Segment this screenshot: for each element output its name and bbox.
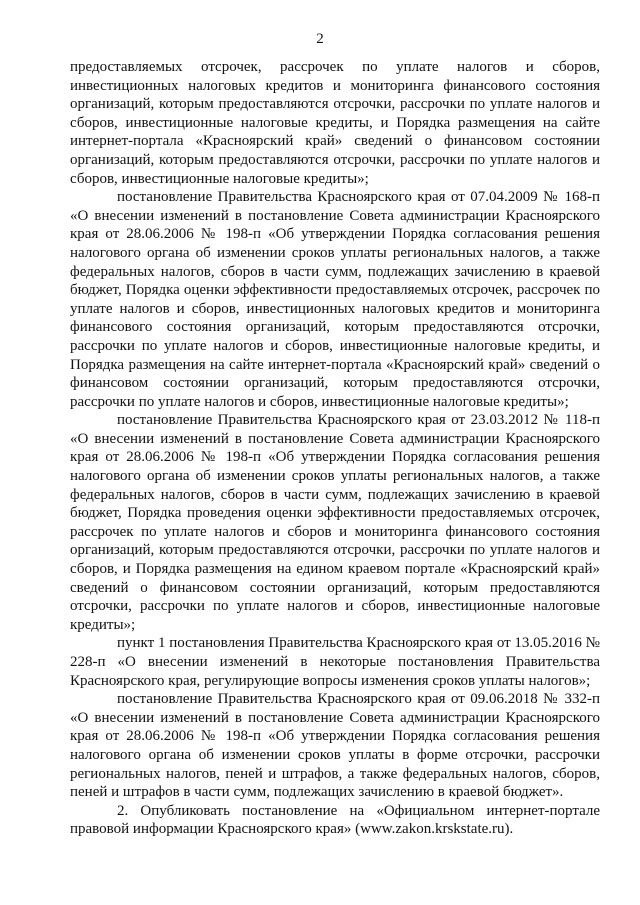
paragraph-continuation: предоставляемых отсрочек, рассрочек по уплате налогов и сборов, инвестиционных налоговых кредитов и мониторинга финансового состояния организаций, которым предоставляются отсрочки, рассрочки по уплате налогов и сборов, инвестиционные налоговые кредиты, и Порядка размещения на сайте интернет-портала «Красноярский край» сведений о финансовом состоянии организаций, которым предоставляются отсрочки, рассрочки по уплате налогов и сборов, инвестиционные налоговые кредиты»; xyxy=(70,59,600,187)
document-body xyxy=(70,58,600,839)
paragraph-publication: 2. Опубликовать постановление на «Официальном интернет-портале правовой информации Красноярского края» (www.zakon.krskstate.ru). xyxy=(70,802,600,838)
paragraph-resolution-228: пункт 1 постановления Правительства Красноярского края от 13.05.2016 № 228-п «О внесении изменений в некоторые постановления Правительства Красноярского края, регулирующие вопросы изменения сроков уплаты налогов»; xyxy=(70,635,600,689)
paragraph-resolution-168: постановление Правительства Красноярского края от 07.04.2009 № 168-п «О внесении изменений в постановление Совета администрации Красноярского края от 28.06.2006 № 198-п «Об утверждении Порядка согласования решения налогового органа об изменении сроков уплаты региональных налогов, а также федеральных налогов, сборов в части сумм, подлежащих зачислению в краевой бюджет, Порядка оценки эффективности предоставляемых отсрочек, рассрочек по уплате налогов и сборов, инвестиционных налоговых кредитов и мониторинга финансового состояния организаций, которым предоставляются отсрочки, рассрочки по уплате налогов и сборов, инвестиционные налоговые кредиты, и Порядка размещения на сайте интернет-портала «Красноярский край» сведений о финансовом состоянии организаций, которым предоставляются отсрочки, рассрочки по уплате налогов и сборов, инвестиционные налоговые кредиты»; xyxy=(70,189,600,410)
paragraph-resolution-118: постановление Правительства Красноярского края от 23.03.2012 № 118-п «О внесении изменений в постановление Совета администрации Красноярского края от 28.06.2006 № 198-п «Об утверждении Порядка согласования решения налогового органа об изменении сроков уплаты региональных налогов, а также федеральных налогов, сборов в части сумм, подлежащих зачислению в краевой бюджет, Порядка проведения оценки эффективности предоставляемых отсрочек, рассрочек по уплате налогов и сборов и мониторинга финансового состояния организаций, которым предоставляются отсрочки, рассрочки по уплате налогов и сборов, и Порядка размещения на едином краевом портале «Красноярский край» сведений о финансовом состоянии организаций, которым предоставляются отсрочки, рассрочки по уплате налогов и сборов, инвестиционные налоговые кредиты»; xyxy=(70,412,600,633)
page-number: 2 xyxy=(316,31,324,47)
paragraph-resolution-332: постановление Правительства Красноярского края от 09.06.2018 № 332-п «О внесении изменений в постановление Совета администрации Красноярского края от 28.06.2006 № 198-п «Об утверждении Порядка согласования решения налогового органа об изменении сроков уплаты в форме отсрочки, рассрочки региональных налогов, пеней и штрафов, а также федеральных налогов, сборов, пеней и штрафов в части сумм, подлежащих зачислению в краевой бюджет». xyxy=(70,691,600,801)
